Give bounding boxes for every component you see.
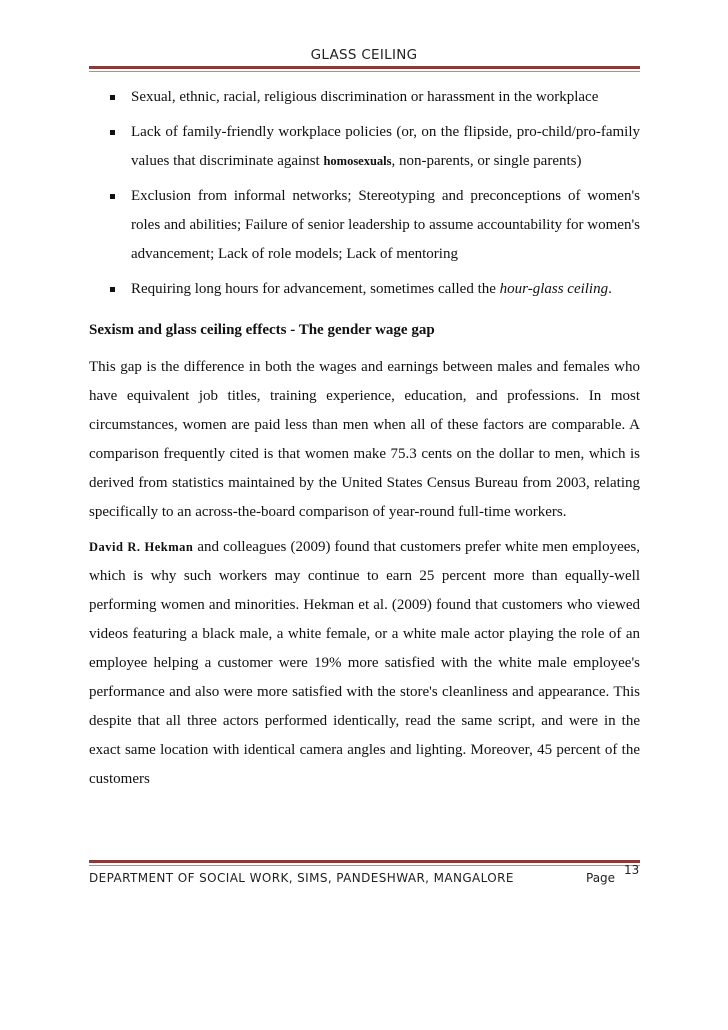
bullet-text: Lack of family-friendly workplace policies (or, on the flipside, pro-child/pro-family values that discriminate against bbox=[131, 124, 640, 169]
paragraph bbox=[89, 533, 640, 794]
author-name: David R. Hekman bbox=[89, 540, 194, 554]
bullet-square-icon bbox=[110, 95, 115, 100]
footer-page-label: Page bbox=[586, 871, 616, 885]
paragraph-text: and colleagues (2009) found that customers prefer white men employees, which is why such workers may continue to earn 25 percent more than equally-well performing women and minorities. Hekman et al. (2009) found that customers who viewed videos featuring a black male, a white female, or a white male actor playing the role of an employee helping a customer were 19% more satisfied with the white male employee's performance and also were more satisfied with the store's cleanliness and appearance. This despite that all three actors performed identically, read the same script, and were in the exact same location with identical camera angles and lighting. Moreover, 45 percent of the customers bbox=[89, 539, 640, 787]
bullet-list bbox=[89, 83, 640, 304]
list-item bbox=[89, 83, 640, 112]
header-rule bbox=[89, 66, 640, 72]
footer-rule bbox=[89, 860, 640, 866]
paragraph: This gap is the difference in both the wages and earnings between males and females who have equivalent job titles, training experience, education, and professions. In most circumstances, women are paid less than men when all of these factors are comparable. A comparison frequently cited is that women make 75.3 cents on the dollar to men, which is derived from statistics maintained by the United States Census Bureau from 2003, relating specifically to an across-the-board comparison of year-round full-time workers. bbox=[89, 359, 640, 520]
bullet-square-icon bbox=[110, 194, 115, 199]
list-item bbox=[89, 118, 640, 176]
footer-page-number: 13 bbox=[624, 863, 640, 877]
page-header-title: GLASS CEILING bbox=[310, 47, 418, 63]
list-item bbox=[89, 182, 640, 269]
bullet-square-icon bbox=[110, 130, 115, 135]
bullet-square-icon bbox=[110, 287, 115, 292]
footer-department: DEPARTMENT OF SOCIAL WORK, SIMS, PANDESHWAR, MANGALORE bbox=[89, 871, 514, 885]
bullet-text: Exclusion from informal networks; Stereotyping and preconceptions of women's roles and abilities; Failure of senior leadership to assume accountability for women's advancement; Lack of role models; Lack of mentoring bbox=[131, 188, 640, 262]
bullet-text: Sexual, ethnic, racial, religious discrimination or harassment in the workplace bbox=[131, 89, 599, 105]
document-body bbox=[89, 83, 640, 800]
bullet-text: Requiring long hours for advancement, sometimes called the bbox=[131, 281, 500, 297]
section-heading: Sexism and glass ceiling effects - The gender wage gap bbox=[89, 322, 435, 338]
bullet-text: . bbox=[608, 281, 612, 297]
list-item bbox=[89, 275, 640, 304]
italic-term: hour-glass ceiling bbox=[499, 281, 609, 297]
bullet-text: , non-parents, or single parents) bbox=[391, 153, 582, 169]
bold-term: homosexuals bbox=[323, 154, 392, 168]
